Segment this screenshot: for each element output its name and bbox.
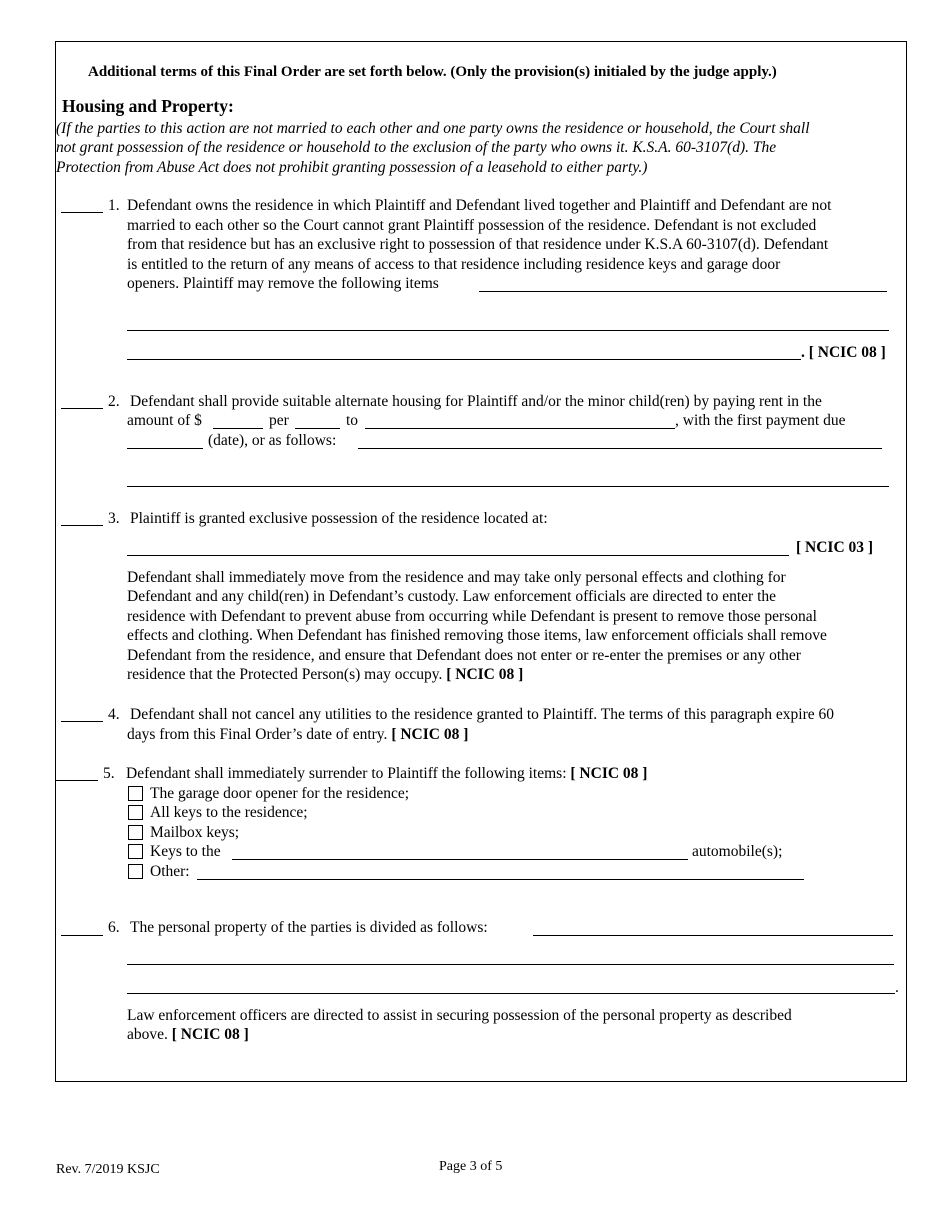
item-number: 2.: [108, 393, 120, 410]
item-number: 5.: [103, 765, 115, 782]
initial-line-2[interactable]: [61, 408, 103, 409]
item-number: 4.: [108, 706, 120, 723]
item6-law-text: above.: [127, 1026, 168, 1043]
initial-line-1[interactable]: [61, 212, 103, 213]
property-blank[interactable]: [127, 964, 894, 965]
automobile-label: automobile(s);: [692, 843, 783, 860]
mailbox-keys-checkbox[interactable]: [128, 825, 143, 840]
item4-line2: [127, 725, 468, 745]
item6-law-line2: [127, 1025, 249, 1045]
item3-last-text: residence that the Protected Person(s) may occupy.: [127, 666, 443, 683]
item2-line: Defendant shall provide suitable alternate housing for Plaintiff and/or the minor child(ren) by paying rent in the: [130, 393, 822, 410]
intro-line-2: not grant possession of the residence or household to the exclusion of the party who owns it. K.S.A. 60-3107(d). The: [56, 139, 777, 156]
items-blank[interactable]: [479, 291, 887, 292]
item3-last-line: [127, 665, 523, 685]
item2-per-label: per: [269, 412, 289, 429]
item-number: 3.: [108, 510, 120, 527]
item3-body-line: Defendant and any child(ren) in Defendant’s custody. Law enforcement officials are directed to enter the: [127, 588, 777, 605]
ncic-code: [ NCIC 03 ]: [796, 539, 874, 556]
intro-line-3: Protection from Abuse Act does not prohibit granting possession of a leasehold to either party.): [56, 159, 648, 176]
item1-line: from that residence but has an exclusive right to possession of that residence under K.S.A 60-3107(d). Defendant: [127, 236, 829, 253]
item1-line: Defendant owns the residence in which Plaintiff and Defendant lived together and Plaintiff and Defendant are not: [127, 197, 832, 214]
ncic-code: [ NCIC 08 ]: [570, 765, 648, 782]
initial-line-4[interactable]: [61, 721, 103, 722]
other-blank[interactable]: [197, 879, 804, 880]
residence-keys-checkbox[interactable]: [128, 805, 143, 820]
item-number: 6.: [108, 919, 120, 936]
automobile-blank[interactable]: [232, 859, 688, 860]
other-checkbox[interactable]: [128, 864, 143, 879]
initial-line-3[interactable]: [61, 525, 103, 526]
item3-body-line: effects and clothing. When Defendant has finished removing those items, law enforcement officials shall remove: [127, 627, 827, 644]
item1-line: married to each other so the Court cannot grant Plaintiff possession of the residence. Defendant is not excluded: [127, 217, 817, 234]
ncic-code: [ NCIC 08 ]: [391, 726, 469, 743]
section-title: Housing and Property:: [62, 96, 234, 116]
item5-line: [126, 764, 647, 784]
item1-line: is entitled to the return of any means of access to that residence including residence keys and garage door: [127, 256, 781, 273]
initial-line-6[interactable]: [61, 935, 103, 936]
item2-to-label: to: [346, 412, 359, 429]
item6-line: The personal property of the parties is divided as follows:: [130, 919, 488, 936]
option-label: The garage door opener for the residence;: [150, 785, 410, 802]
residence-address-blank[interactable]: [127, 555, 789, 556]
intro-line-1: (If the parties to this action are not married to each other and one party owns the residence or household, the Court shall: [56, 120, 810, 137]
amount-blank[interactable]: [213, 428, 263, 429]
item3-body-line: Defendant shall immediately move from the residence and may take only personal effects and clothing for: [127, 569, 786, 586]
follows-blank[interactable]: [127, 486, 889, 487]
option-label: Keys to the: [150, 843, 221, 860]
item4-line: Defendant shall not cancel any utilities to the residence granted to Plaintiff. The terms of this paragraph expire 60: [130, 706, 835, 723]
option-label: Mailbox keys;: [150, 824, 240, 841]
item5-line-text: Defendant shall immediately surrender to Plaintiff the following items:: [126, 765, 567, 782]
to-blank[interactable]: [365, 428, 675, 429]
ncic-code: . [ NCIC 08 ]: [801, 344, 886, 361]
item3-body-line: residence with Defendant to prevent abuse from occurring while Defendant is present to remove those personal: [127, 608, 817, 625]
item1-line: openers. Plaintiff may remove the following items: [127, 275, 439, 292]
item3-body-line: Defendant from the residence, and ensure that Defendant does not enter or re-enter the premises or any other: [127, 647, 801, 664]
order-header: Additional terms of this Final Order are set forth below. (Only the provision(s) initialed by the judge apply.): [88, 64, 777, 80]
garage-opener-checkbox[interactable]: [128, 786, 143, 801]
initial-line-5[interactable]: [56, 780, 98, 781]
date-blank[interactable]: [127, 448, 203, 449]
page-number: Page 3 of 5: [439, 1159, 503, 1174]
option-label: All keys to the residence;: [150, 804, 308, 821]
items-blank[interactable]: [127, 330, 889, 331]
item-number: 1.: [108, 197, 120, 214]
item2-first-payment: , with the first payment due: [675, 412, 846, 429]
property-blank[interactable]: [127, 993, 895, 994]
property-blank[interactable]: [533, 935, 893, 936]
per-blank[interactable]: [295, 428, 340, 429]
item2-date-label: (date), or as follows:: [208, 432, 337, 449]
item4-line2-text: days from this Final Order’s date of entry.: [127, 726, 388, 743]
option-label: Other:: [150, 863, 190, 880]
follows-blank[interactable]: [358, 448, 882, 449]
ncic-code: [ NCIC 08 ]: [171, 1026, 249, 1043]
item6-law-line: Law enforcement officers are directed to assist in securing possession of the personal property as described: [127, 1007, 792, 1024]
items-blank[interactable]: [127, 359, 801, 360]
period: .: [895, 979, 899, 996]
ncic-code: [ NCIC 08 ]: [446, 666, 524, 683]
automobile-keys-checkbox[interactable]: [128, 844, 143, 859]
item3-line: Plaintiff is granted exclusive possession of the residence located at:: [130, 510, 548, 527]
item2-amount-label: amount of $: [127, 412, 202, 429]
revision-label: Rev. 7/2019 KSJC: [56, 1162, 160, 1177]
